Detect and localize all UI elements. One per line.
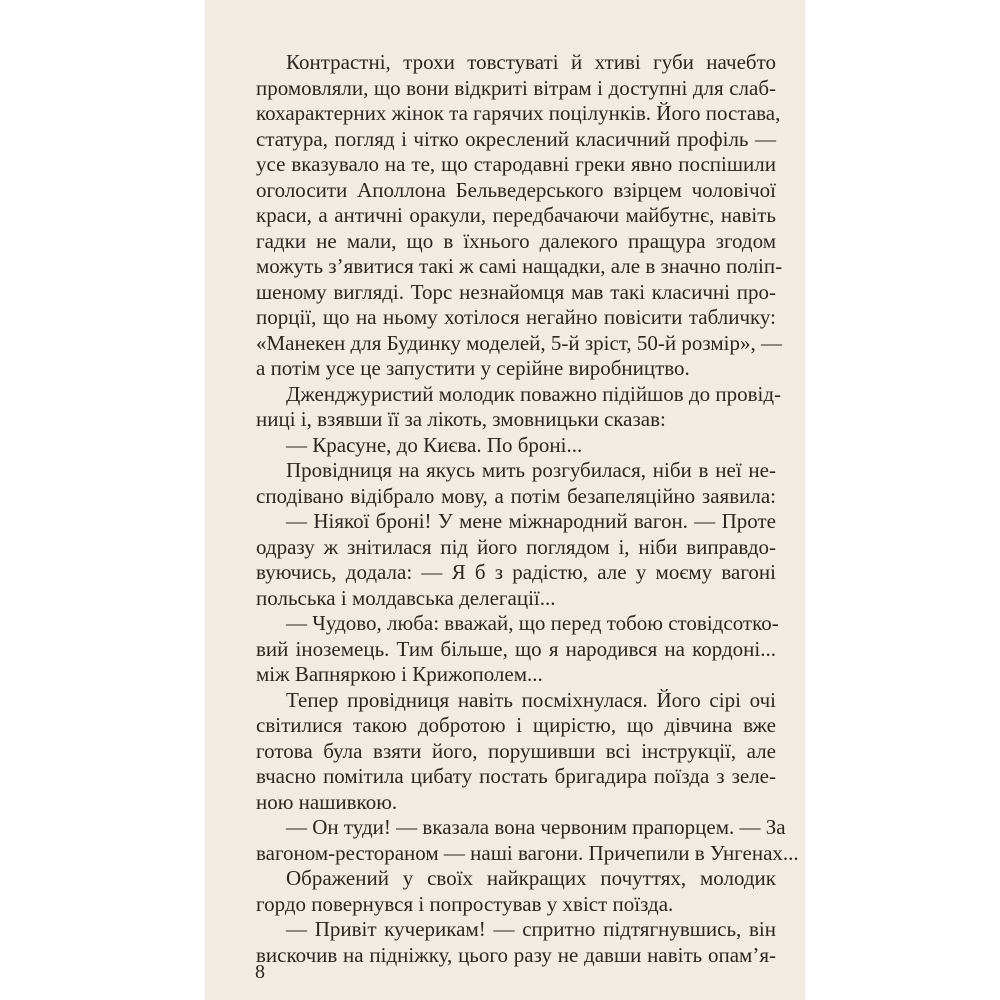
text-line: ною нашивкою. (256, 790, 398, 814)
text-line: гадки не мали, що в їхнього далекого пращура згодом (256, 229, 776, 253)
text-line: — Красуне, до Києва. По броні... (286, 433, 583, 457)
text-line: Контрастні, трохи товстуваті й хтиві губи начебто (286, 50, 776, 74)
text-line: світилися такою добротою і щирістю, що дівчина вже (256, 713, 776, 737)
text-line: польська і молдавська делегації... (256, 586, 556, 610)
text-line: вий іноземець. Тим більше, що я народився на кордоні... (256, 637, 776, 661)
text-line: вагоном-рестораном — наші вагони. Причепили в Унгенах... (256, 841, 799, 865)
text-line: — Он туди! — вказала вона червоним прапорцем. — За (286, 815, 786, 839)
text-line: вуючись, додала: — Я б з радістю, але у моєму вагоні (256, 560, 776, 584)
text-line: краси, а античні оракули, передбачаючи майбутнє, навіть (256, 203, 776, 227)
text-line: Провідниця на якусь мить розгубилася, ніби в неї не- (286, 458, 776, 482)
text-line: Ображений у своїх найкращих почуттях, молодик (286, 866, 776, 890)
text-line: шеному вигляді. Торс незнайомця мав такі класичні про- (256, 280, 776, 304)
text-line: вчасно помітила цибату постать бригадира поїзда з зеле- (256, 764, 776, 788)
book-page (205, 0, 805, 1000)
text-line: вискочив на підніжку, цього разу не давши навіть опам’я- (256, 943, 776, 967)
text-line: порції, що на ньому хотілося негайно повісити табличку: (256, 305, 776, 329)
text-line: Дженджуристий молодик поважно підійшов до провід- (286, 382, 781, 406)
text-line: а потім усе це запустити у серійне виробництво. (256, 356, 690, 380)
text-line: «Манекен для Будинку моделей, 5-й зріст, 50-й розмір», — (256, 331, 783, 355)
text-line: Тепер провідниця навіть посміхнулася. Його сірі очі (286, 688, 776, 712)
text-line: промовляли, що вони відкриті вітрам і доступні для слаб- (256, 76, 776, 100)
text-line: сподівано відібрало мову, а потім безапеляційно заявила: (256, 484, 776, 508)
text-line: між Вапняркою і Крижополем... (256, 662, 543, 686)
text-line: можуть з’явитися такі ж самі нащадки, але в значно поліп- (256, 254, 783, 278)
page-number: 8 (255, 961, 265, 983)
text-line: усе вказувало на те, що стародавні греки явно поспішили (256, 152, 776, 176)
text-line: ниці і, взявши її за лікоть, змовницьки сказав: (256, 407, 666, 431)
text-line: оголосити Аполлона Бельведерського взірцем чоловічої (256, 178, 776, 202)
text-line: готова була взяти його, порушивши всі інструкції, але (256, 739, 776, 763)
text-line: гордо повернувся і попростував у хвіст поїзда. (256, 892, 674, 916)
text-line: кохарактерних жінок та гарячих поцілунків. Його постава, (256, 101, 781, 125)
text-line: — Привіт кучерикам! — спритно підтягнувшись, він (286, 917, 776, 941)
text-line: одразу ж знітилася під його поглядом і, ніби виправдо- (256, 535, 776, 559)
text-line: — Ніякої броні! У мене міжнародний вагон. — Проте (286, 509, 776, 533)
text-line: — Чудово, люба: вважай, що перед тобою стовідсотко- (286, 611, 779, 635)
text-line: статура, погляд і чітко окреслений класичний профіль — (256, 127, 776, 151)
